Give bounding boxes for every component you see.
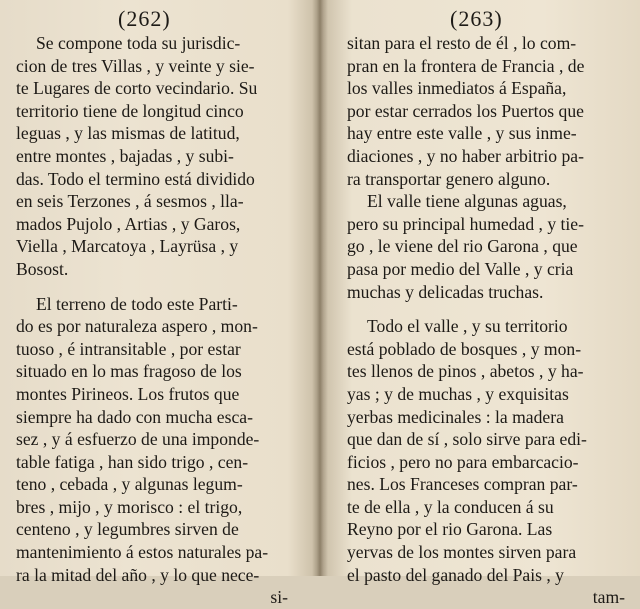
text-line: yerbas medicinales : la madera [347,406,564,427]
text-line: te Lugares de corto vecindario. Su [16,78,258,99]
left-page [0,0,318,608]
text-line: tuoso , é intransitable , por estar [16,338,241,359]
text-line: do es por naturaleza aspero , mon- [16,316,258,337]
text-line: sez , y á esfuerzo de una imponde- [16,429,260,450]
text-line: muchas y delicadas truchas. [347,281,544,302]
text-line: Viella , Marcatoya , Layrüsa , y [16,236,239,257]
text-line: table fatiga , han sido trigo , cen- [16,451,249,472]
text-line: ra la mitad del año , y lo que nece- [16,564,260,585]
text-line: yervas de los montes sirven para [347,542,577,563]
text-line: entre montes , bajadas , y subi- [16,145,234,166]
text-line: por estar cerrados los Puertos que [347,100,584,121]
text-line: territorio tiene de longitud cinco [16,100,244,121]
text-line: Bosost. [16,258,69,279]
paragraph-gap [16,281,288,293]
text-line: ra transportar genero alguno. [347,168,551,189]
text-line: nes. Los Franceses compran par- [347,474,578,495]
text-line: sitan para el resto de él , lo com- [347,33,577,53]
text-line: está poblado de bosques , y mon- [347,338,582,359]
text-line: cion de tres Villas , y veinte y sie- [16,55,255,76]
right-page-number: (263) [450,6,503,31]
left-page-text [16,32,288,609]
text-line: das. Todo el termino está dividido [16,168,255,189]
text-line: montes Pirineos. Los frutos que [16,383,240,404]
text-line: ficios , pero no para embarcacio- [347,451,579,472]
text-line: diaciones , y no haber arbitrio pa- [347,145,584,166]
text-line: teno , cebada , y algunas legum- [16,474,243,495]
text-line: en seis Terzones , á sesmos , lla- [16,191,244,212]
text-line: pran en la frontera de Francia , de [347,55,585,76]
text-line: Todo el valle , y su territorio [367,316,568,337]
text-line: si- [270,587,288,608]
text-line: El valle tiene algunas aguas, [367,191,567,212]
left-page-number: (262) [118,6,171,31]
text-line: el pasto del ganado del Pais , y [347,564,564,585]
text-line: tes llenos de pinos , abetos , y ha- [347,361,584,382]
text-line: te de ella , y la conducen á su [347,496,554,517]
text-line: siempre ha dado con mucha esca- [16,406,253,427]
text-line: leguas , y las mismas de latitud, [16,123,240,144]
text-line: los valles inmediatos á España, [347,78,567,99]
text-line: centeno , y legumbres sirven de [16,519,239,540]
paragraph-gap [347,303,625,315]
text-line: pero su principal humedad , y tie- [347,213,584,234]
text-line: El terreno de todo este Parti- [36,293,238,314]
text-line: situado en lo mas fragoso de los [16,361,242,382]
text-line: hay entre este valle , y sus inme- [347,123,577,144]
right-page [322,0,640,608]
text-line: go , le viene del rio Garona , que [347,236,578,257]
text-line: yas ; y de muchas , y exquisitas [347,383,569,404]
text-line: Reyno por el rio Garona. Las [347,519,553,540]
text-line: que dan de sí , solo sirve para edi- [347,429,587,450]
text-line: Se compone toda su jurisdic- [36,33,241,53]
text-line: tam- [592,587,625,608]
text-line: pasa por medio del Valle , y cria [347,258,574,279]
text-line: mantenimiento á estos naturales pa- [16,542,269,563]
right-page-text [347,32,625,609]
text-line: mados Pujolo , Artias , y Garos, [16,213,241,234]
text-line: bres , mijo , y morisco : el trigo, [16,496,243,517]
